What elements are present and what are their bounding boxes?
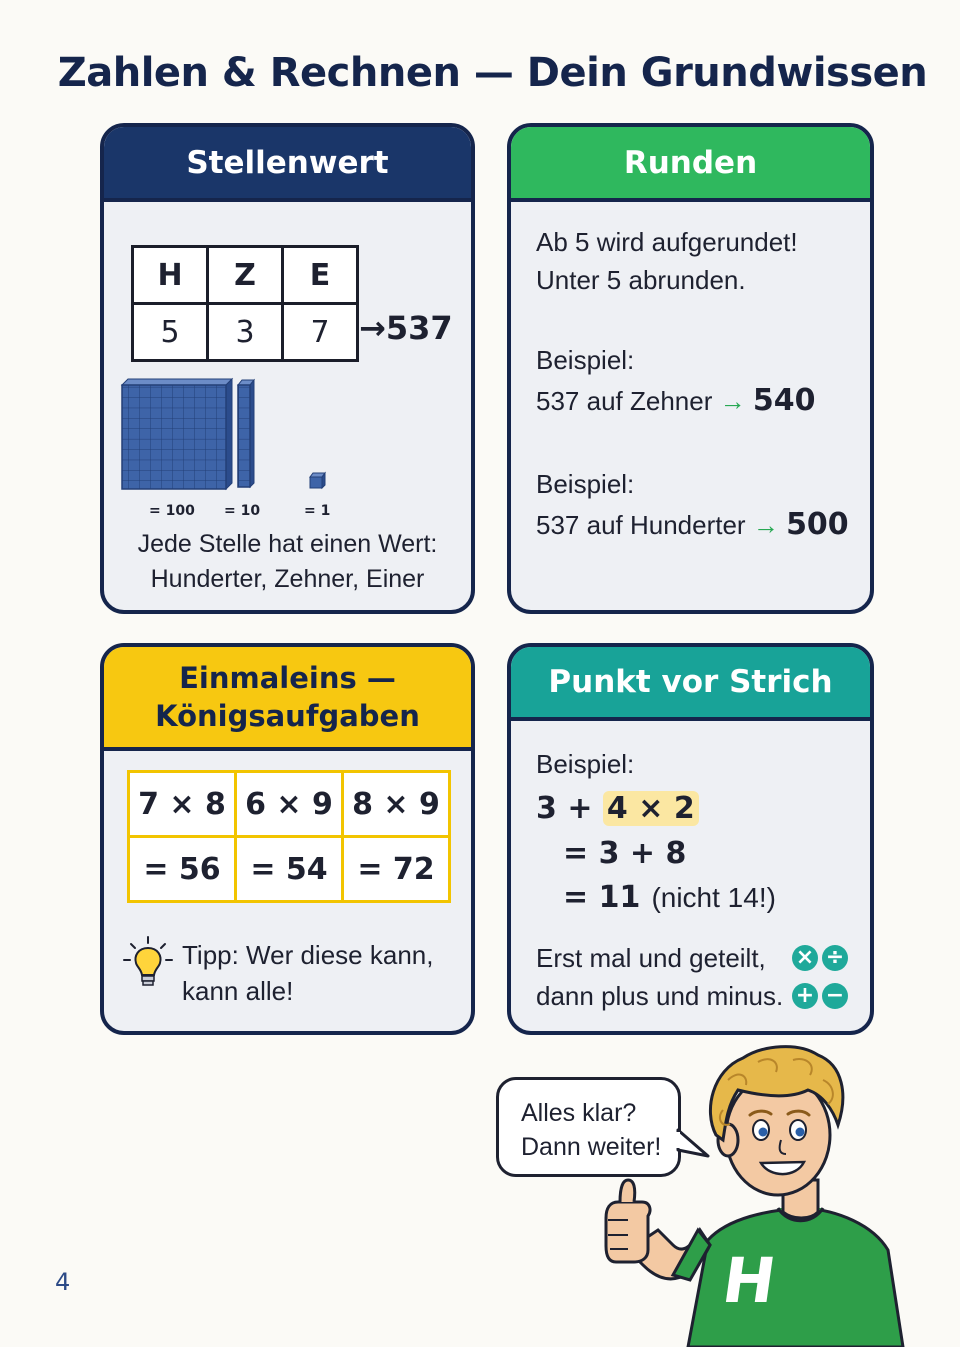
place-value-digit: 5 bbox=[133, 304, 208, 361]
times-icon: × bbox=[792, 945, 818, 971]
einmaleins-subtitle: Königsaufgaben bbox=[155, 699, 420, 733]
stellenwert-header bbox=[104, 127, 471, 202]
place-value-result bbox=[359, 309, 453, 347]
block-label: = 100 bbox=[149, 503, 195, 519]
page-number: 4 bbox=[55, 1268, 71, 1296]
page-title: Zahlen & Rechnen — Dein Grundwissen bbox=[57, 50, 928, 96]
rounding-example bbox=[536, 383, 815, 418]
example-label: Beispiel: bbox=[536, 469, 635, 499]
example-label: Beispiel: bbox=[536, 749, 635, 779]
example-result: 540 bbox=[752, 383, 816, 418]
times-result: = 56 bbox=[129, 837, 236, 902]
runden-card bbox=[507, 123, 874, 614]
caption-line: Hunderter, Zehner, Einer bbox=[150, 565, 425, 593]
einmaleins-title: Einmaleins — bbox=[179, 661, 396, 695]
punkt-vor-strich-header bbox=[511, 647, 870, 721]
place-value-header: E bbox=[283, 247, 358, 304]
runden-header bbox=[511, 127, 870, 202]
times-task: 7 × 8 bbox=[129, 772, 236, 837]
mascot-illustration bbox=[598, 1040, 918, 1347]
example-text: 537 auf Hunderter bbox=[536, 510, 746, 540]
place-value-digit: 7 bbox=[283, 304, 358, 361]
times-result: = 54 bbox=[236, 837, 343, 902]
rule-line: Erst mal und geteilt, bbox=[536, 943, 766, 973]
times-task: 6 × 9 bbox=[236, 772, 343, 837]
divide-icon: ÷ bbox=[822, 945, 848, 971]
example-result: 500 bbox=[786, 507, 849, 542]
shirt-letter: H bbox=[718, 1244, 781, 1317]
times-task: 8 × 9 bbox=[343, 772, 450, 837]
tip-line: Tipp: Wer diese kann, bbox=[182, 940, 434, 970]
hundred-block-icon bbox=[122, 379, 232, 489]
times-result: = 72 bbox=[343, 837, 450, 902]
plus-icon: + bbox=[792, 983, 818, 1009]
punkt-vor-strich-title: Punkt vor Strich bbox=[548, 664, 833, 700]
calc-line-1 bbox=[536, 791, 699, 826]
punkt-vor-strich-card bbox=[507, 643, 874, 1035]
speech-line: Dann weiter! bbox=[521, 1133, 662, 1161]
arrow-icon: → bbox=[359, 309, 386, 347]
calc-line-3 bbox=[563, 880, 776, 915]
einmaleins-header bbox=[104, 647, 471, 751]
result-number: 537 bbox=[385, 309, 453, 347]
tip-text bbox=[182, 937, 433, 1009]
operator-icons-top bbox=[788, 945, 848, 971]
calc-start: 3 + bbox=[536, 791, 593, 826]
einmaleins-card bbox=[100, 643, 475, 1035]
stellenwert-card bbox=[100, 123, 475, 614]
example-text: 537 auf Zehner bbox=[536, 386, 713, 416]
rounding-example bbox=[536, 507, 849, 542]
block-label: = 10 bbox=[224, 503, 261, 519]
place-value-table bbox=[131, 245, 359, 362]
ten-rod-icon bbox=[238, 380, 254, 487]
rule-line: dann plus und minus. bbox=[536, 981, 784, 1011]
stellenwert-title: Stellenwert bbox=[186, 144, 389, 181]
place-value-header: H bbox=[133, 247, 208, 304]
block-label: = 1 bbox=[304, 503, 331, 519]
times-table bbox=[127, 770, 451, 903]
arrow-icon: → bbox=[719, 386, 746, 416]
tip-line: kann alle! bbox=[182, 976, 294, 1006]
calc-result: = 11 bbox=[563, 880, 641, 915]
operator-icons-bottom bbox=[788, 983, 848, 1009]
speech-line: Alles klar? bbox=[521, 1099, 637, 1127]
caption-line: Jede Stelle hat einen Wert: bbox=[137, 530, 438, 558]
rounding-rule: Unter 5 abrunden. bbox=[536, 265, 746, 295]
arrow-icon: → bbox=[752, 510, 779, 540]
thumbs-up-icon bbox=[606, 1180, 650, 1262]
minus-icon: − bbox=[822, 983, 848, 1009]
base-ten-blocks bbox=[118, 377, 338, 497]
calc-note: (nicht 14!) bbox=[651, 882, 776, 913]
calc-highlight: 4 × 2 bbox=[603, 791, 699, 826]
rounding-rule: Ab 5 wird aufgerundet! bbox=[536, 227, 798, 257]
lightbulb-icon bbox=[122, 935, 174, 991]
place-value-digit: 3 bbox=[208, 304, 283, 361]
calc-line-2: = 3 + 8 bbox=[563, 836, 687, 871]
example-label: Beispiel: bbox=[536, 345, 635, 375]
runden-title: Runden bbox=[623, 144, 758, 181]
stellenwert-caption bbox=[104, 527, 471, 597]
place-value-header: Z bbox=[208, 247, 283, 304]
unit-cube-icon bbox=[310, 473, 325, 488]
